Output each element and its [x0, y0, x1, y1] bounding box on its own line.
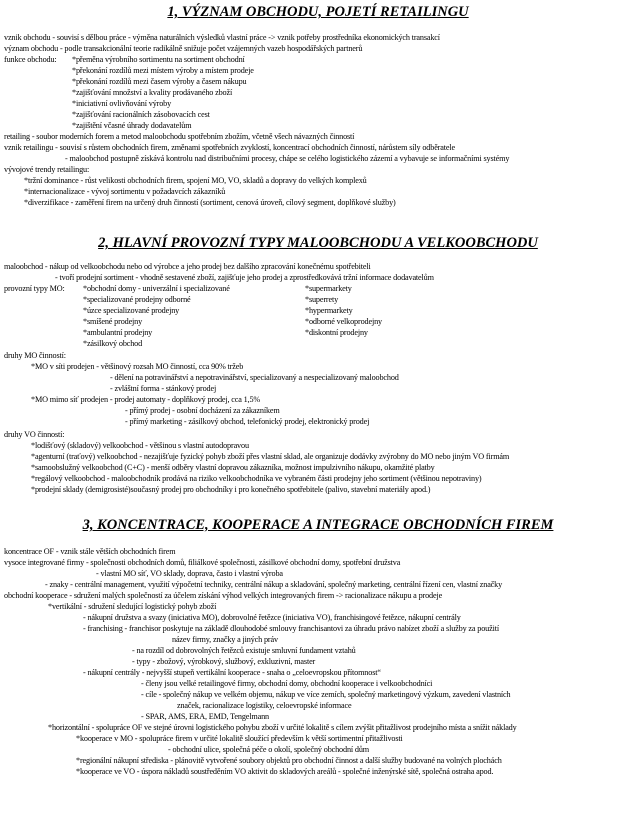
text-line: - typy - zbožový, výrobkový, službový, exkluzivní, master: [132, 657, 316, 666]
text-line: druhy VO činností:: [4, 430, 65, 439]
text-line: *superrety: [305, 295, 339, 304]
section-1-heading: 1, VÝZNAM OBCHODU, POJETÍ RETAILINGU: [167, 4, 469, 20]
text-line: *kooperace v MO - spolupráce firem v určité lokalitě sloužící především k větší sortimentní přitažlivosti: [76, 734, 403, 743]
text-line: vznik retailingu - souvisí s růstem obchodních firem, změnami spotřebních zvyklostí, koncentrací obchodních činností, nárůstem síly odběratele: [4, 143, 455, 152]
text-line: *tržní dominance - růst velikosti obchodních firem, spojení MO, VO, skladů a dopravy do velkých komplexů: [24, 176, 367, 185]
text-line: *supermarkety: [305, 284, 352, 293]
text-line: *internacionalizace - vývoj sortimentu v požadavcích zákazníků: [24, 187, 226, 196]
text-line: - SPAR, AMS, ERA, EMD, Tengelmann: [141, 712, 269, 721]
text-line: vývojové trendy retailingu:: [4, 165, 90, 174]
text-line: - nákupní centrály - nejvyšší stupeň vertikální kooperace - snaha o „celoevropskou přítomnost“: [83, 668, 381, 677]
text-line: obchodní kooperace - sdružení malých společností za účelem získání výhod velkých integrovaných firem -> racionalizace nákupu a prodeje: [4, 591, 443, 600]
text-line: - franchising - franchisor poskytuje na základě dlouhodobé smlouvy franchisantovi za úhradu právo nabízet zboží a služby za použití: [83, 624, 499, 633]
text-line: provozní typy MO:: [4, 284, 65, 293]
text-line: - znaky - centrální management, využití výpočetní techniky, centrální nákup a skladování, společný marketing, centrální řízení cen, vlastní značky: [45, 580, 503, 589]
text-line: *úzce specializované prodejny: [83, 306, 180, 315]
text-line: *kooperace ve VO - úspora nákladů soustředěním VO aktivit do skladových areálů - společné inženýrské sítě, společná ostraha apod.: [76, 767, 494, 776]
text-line: *MO mimo síť prodejen - prodej automaty - doplňkový prodej, cca 1,5%: [31, 395, 261, 404]
text-line: vznik obchodu - souvisí s dělbou práce - výměna naturálních výsledků vlastní práce -> vznik potřeby prostředníka ekonomických transakcí: [4, 33, 440, 42]
text-line: *překonání rozdílů mezi místem výroby a místem prodeje: [72, 66, 254, 75]
text-line: *překonání rozdílů mezi časem výroby a časem nákupu: [72, 77, 247, 86]
text-line: *přeměna výrobního sortimentu na sortiment obchodní: [72, 55, 245, 64]
text-line: - zvláštní forma - stánkový prodej: [110, 384, 217, 393]
text-line: *regionální nákupní střediska - plánovitě vytvořené soubory objektů pro obchodní činnost a další služby budované na volných plochách: [76, 756, 502, 765]
text-line: *horizontální - spolupráce OF ve stejné úrovni logistického pohybu zboží v určité lokalitě s cílem zvýšit přitažlivost prodejního místa a snížit náklady: [48, 723, 517, 732]
text-line: - maloobchod postupně získává kontrolu nad distribučními procesy, chápe se celého logistického zázemí a vybavuje se informačními systémy: [65, 154, 510, 163]
text-line: *ambulantní prodejny: [83, 328, 153, 337]
text-line: *regálový velkoobchod - maloobchodník prodává na riziko velkoobchodníka ve vybraném části prodejny jeho sortiment (většinou nepotraviny): [31, 474, 482, 483]
text-line: značek, racionalizace logistiky, celoevropské informace: [177, 701, 352, 710]
section-2-heading: 2, HLAVNÍ PROVOZNÍ TYPY MALOOBCHODU A VELKOOBCHODU: [98, 235, 538, 251]
text-line: *agenturní (traťový) velkoobchod - nezajišťuje fyzický pohyb zboží přes vlastní sklad, ale organizuje dodávky zvýrobny do MO nebo jiným VO firmám: [31, 452, 510, 461]
text-line: - tvoří prodejní sortiment - vhodně sestavené zboží, zajišťuje jeho prodej a zprostředkovává tržní informace dodavatelům: [55, 273, 434, 282]
text-line: *zajišťování racionálních zásobovacích cest: [72, 110, 210, 119]
text-line: *samoobslužný velkoobchod (C+C) - menší odběry vlastní dopravou zákazníka, možnost impulzivního nákupu, okamžité platby: [31, 463, 435, 472]
text-line: - vlastní MO síť, VO sklady, doprava, často i vlastní výroba: [96, 569, 283, 578]
text-line: funkce obchodu:: [4, 55, 57, 64]
text-line: - dělení na potravinářství a nepotravinářství, specializovaný a nespecializovaný maloobchod: [110, 373, 399, 382]
text-line: - členy jsou velké retailingové firmy, obchodní domy, obchodní kooperace i velkoobchodníci: [141, 679, 433, 688]
text-line: - přímý marketing - zásilkový obchod, telefonický prodej, elektronický prodej: [125, 417, 370, 426]
text-line: *smíšené prodejny: [83, 317, 143, 326]
text-line: vysoce integrované firmy - společnosti obchodních domů, filiálkové společnosti, zásilkové obchodní domy, spotřební družstva: [4, 558, 401, 567]
text-line: - na rozdíl od dobrovolných řetězců existuje smluvní fundament vztahů: [132, 646, 356, 655]
text-line: *odborné velkoprodejny: [305, 317, 382, 326]
text-line: *hypermarkety: [305, 306, 353, 315]
text-line: *zajišťování množství a kvality prodávaného zboží: [72, 88, 233, 97]
text-line: koncentrace OF - vznik stále větších obchodních firem: [4, 547, 176, 556]
text-line: název firmy, značky a jiných práv: [172, 635, 278, 644]
text-line: retailing - soubor moderních forem a metod maloobchodu spotřebním zbožím, včetně všech návazných činností: [4, 132, 355, 141]
text-line: - cíle - společný nákup ve velkém objemu, nákup ve více zemích, společný marketingový výzkum, zavedení vlastních: [141, 690, 511, 699]
text-line: *lodišťový (skladový) velkoobchod - většinou s vlastní autodopravou: [31, 441, 249, 450]
text-line: *obchodní domy - univerzální i specializované: [83, 284, 230, 293]
text-line: *specializované prodejny odborné: [83, 295, 191, 304]
text-line: *diverzifikace - zaměření firem na určený druh činností (sortiment, cenová úroveň, cílový segment, doplňkové služby): [24, 198, 396, 207]
text-line: *MO v síti prodejen - většinový rozsah MO činností, cca 90% tržeb: [31, 362, 244, 371]
text-line: - přímý prodej - osobní docházení za zákazníkem: [125, 406, 280, 415]
text-line: význam obchodu - podle transakcionální teorie radikálně snižuje počet vzájemných vazeb hospodářských partnerů: [4, 44, 363, 53]
text-line: *diskontní prodejny: [305, 328, 368, 337]
text-line: - nákupní družstva a svazy (iniciativa MO), dobrovolné řetězce (iniciativa VO), franchisingové řetězce, nákupní centrály: [83, 613, 461, 622]
text-line: druhy MO činností:: [4, 351, 66, 360]
text-line: *zajištění včasné úhrady dodavatelům: [72, 121, 192, 130]
text-line: *vertikální - sdružení sledující logistický pohyb zboží: [48, 602, 217, 611]
text-line: *zásilkový obchod: [83, 339, 143, 348]
text-line: *prodejní sklady (demigrosisté)současný prodej pro obchodníky i pro konečného spotřebitele (palivo, stavební materiály apod.): [31, 485, 431, 494]
section-3-heading: 3, KONCENTRACE, KOOPERACE A INTEGRACE OBCHODNÍCH FIREM: [82, 517, 554, 533]
text-line: maloobchod - nákup od velkoobchodu nebo od výrobce a jeho prodej bez dalšího zpracování konečnému spotřebiteli: [4, 262, 371, 271]
text-line: *iniciativní ovlivňování výroby: [72, 99, 172, 108]
text-line: - obchodní ulice, společná péče o okolí, společný obchodní dům: [168, 745, 370, 754]
